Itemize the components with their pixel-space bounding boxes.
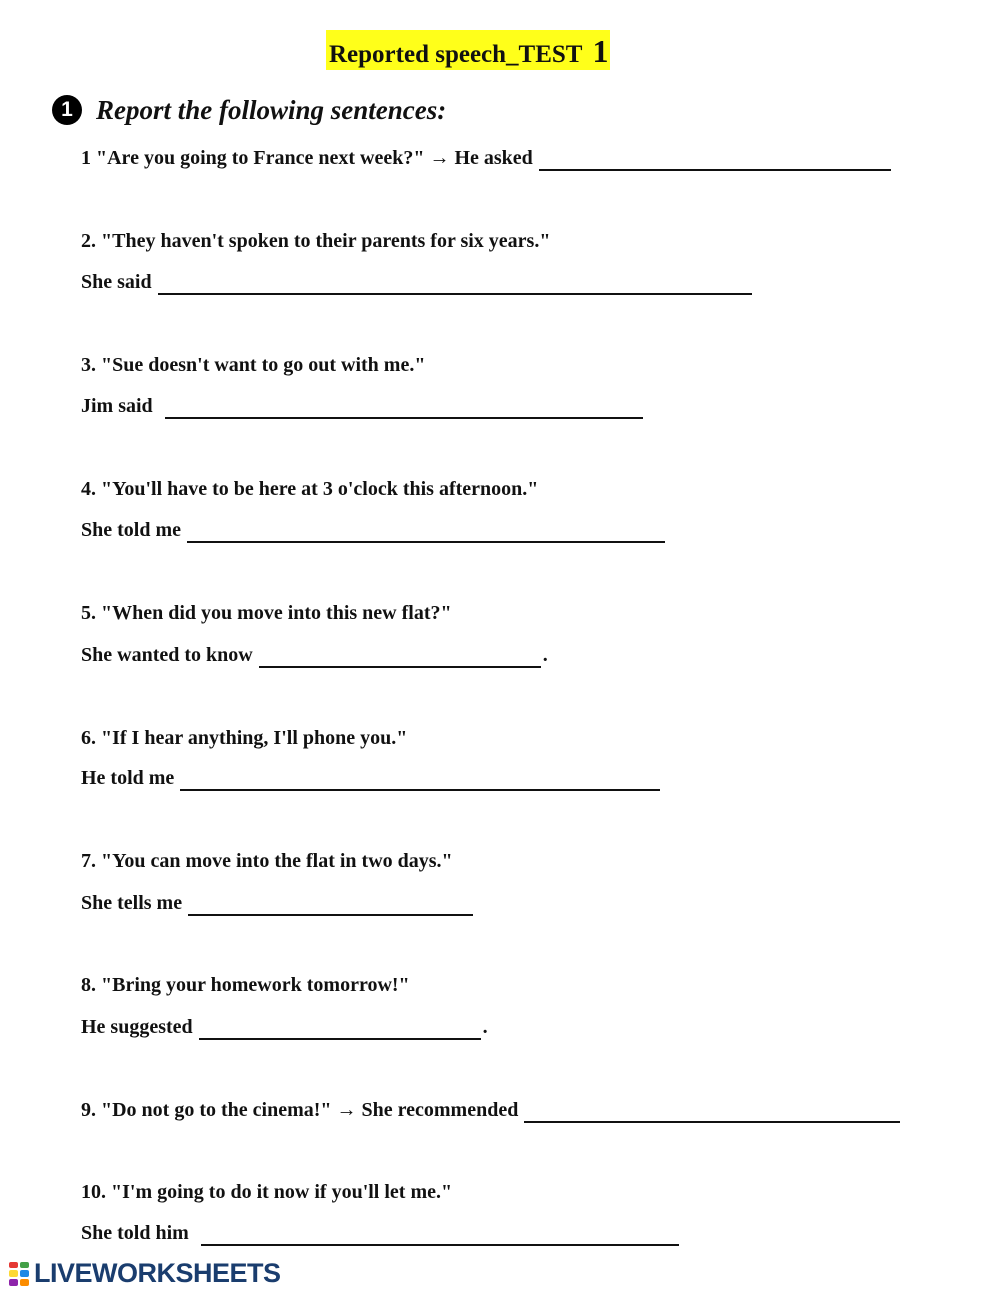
worksheet-title bbox=[326, 30, 610, 70]
quote-text: 10. "I'm going to do it now if you'll let me." bbox=[81, 1181, 453, 1203]
answer-blank-4[interactable] bbox=[187, 521, 665, 543]
answer-prefix: He suggested bbox=[81, 1016, 193, 1038]
question-1-text: 1 "Are you going to France next week?" → He asked bbox=[81, 147, 533, 169]
question-6-answer bbox=[81, 765, 660, 791]
quote-text: 2. "They haven't spoken to their parents for six years." bbox=[81, 230, 551, 252]
liveworksheets-logo[interactable] bbox=[8, 1258, 281, 1289]
answer-blank-9[interactable] bbox=[524, 1101, 900, 1123]
question-1 bbox=[81, 145, 891, 171]
liveworksheets-grid-icon bbox=[8, 1261, 30, 1287]
answer-prefix: She wanted to know bbox=[81, 644, 253, 666]
quote-text: 3. "Sue doesn't want to go out with me." bbox=[81, 354, 426, 376]
answer-blank-1[interactable] bbox=[539, 149, 891, 171]
question-6-quote bbox=[81, 725, 407, 751]
title-number: 1 bbox=[592, 33, 609, 69]
answer-blank-5[interactable] bbox=[259, 646, 541, 668]
answer-suffix: . bbox=[482, 1016, 488, 1038]
answer-prefix: She said bbox=[81, 271, 152, 293]
quote-text: 4. "You'll have to be here at 3 o'clock this afternoon." bbox=[81, 478, 539, 500]
answer-prefix: He told me bbox=[81, 767, 175, 789]
instruction-text: Report the following sentences: bbox=[96, 94, 447, 125]
question-10-quote bbox=[81, 1179, 452, 1205]
question-8-quote bbox=[81, 972, 410, 998]
answer-blank-7[interactable] bbox=[188, 894, 473, 916]
question-4-quote bbox=[81, 476, 538, 502]
question-8-answer bbox=[81, 1014, 488, 1040]
question-2-answer bbox=[81, 269, 752, 295]
question-10-answer bbox=[81, 1220, 679, 1246]
answer-blank-8[interactable] bbox=[199, 1018, 481, 1040]
answer-blank-3[interactable] bbox=[165, 397, 643, 419]
quote-text: 6. "If I hear anything, I'll phone you." bbox=[81, 727, 408, 749]
answer-blank-10[interactable] bbox=[201, 1224, 679, 1246]
answer-suffix: . bbox=[542, 644, 548, 666]
quote-text: 5. "When did you move into this new flat?" bbox=[81, 602, 452, 624]
logo-text: LIVEWORKSHEETS bbox=[34, 1258, 281, 1288]
question-3-answer bbox=[81, 393, 643, 419]
quote-text: 8. "Bring your homework tomorrow!" bbox=[81, 974, 410, 996]
title-text: Reported speech_TEST bbox=[329, 41, 583, 68]
question-5-quote bbox=[81, 600, 452, 626]
question-5-answer bbox=[81, 642, 548, 668]
question-2-quote bbox=[81, 228, 550, 254]
answer-blank-2[interactable] bbox=[158, 273, 752, 295]
question-3-quote bbox=[81, 352, 425, 378]
question-7-quote bbox=[81, 848, 453, 874]
question-9 bbox=[81, 1097, 900, 1123]
answer-prefix: She told him bbox=[81, 1222, 189, 1244]
answer-prefix: Jim said bbox=[81, 395, 153, 417]
instruction-heading bbox=[52, 90, 446, 130]
numbered-bullet-icon: 1 bbox=[52, 95, 82, 125]
answer-prefix: She tells me bbox=[81, 892, 183, 914]
answer-prefix: She told me bbox=[81, 519, 181, 541]
answer-blank-6[interactable] bbox=[180, 769, 660, 791]
question-4-answer bbox=[81, 517, 665, 543]
question-9-text: 9. "Do not go to the cinema!" → She recommended bbox=[81, 1099, 519, 1121]
quote-text: 7. "You can move into the flat in two days." bbox=[81, 850, 453, 872]
question-7-answer bbox=[81, 890, 473, 916]
